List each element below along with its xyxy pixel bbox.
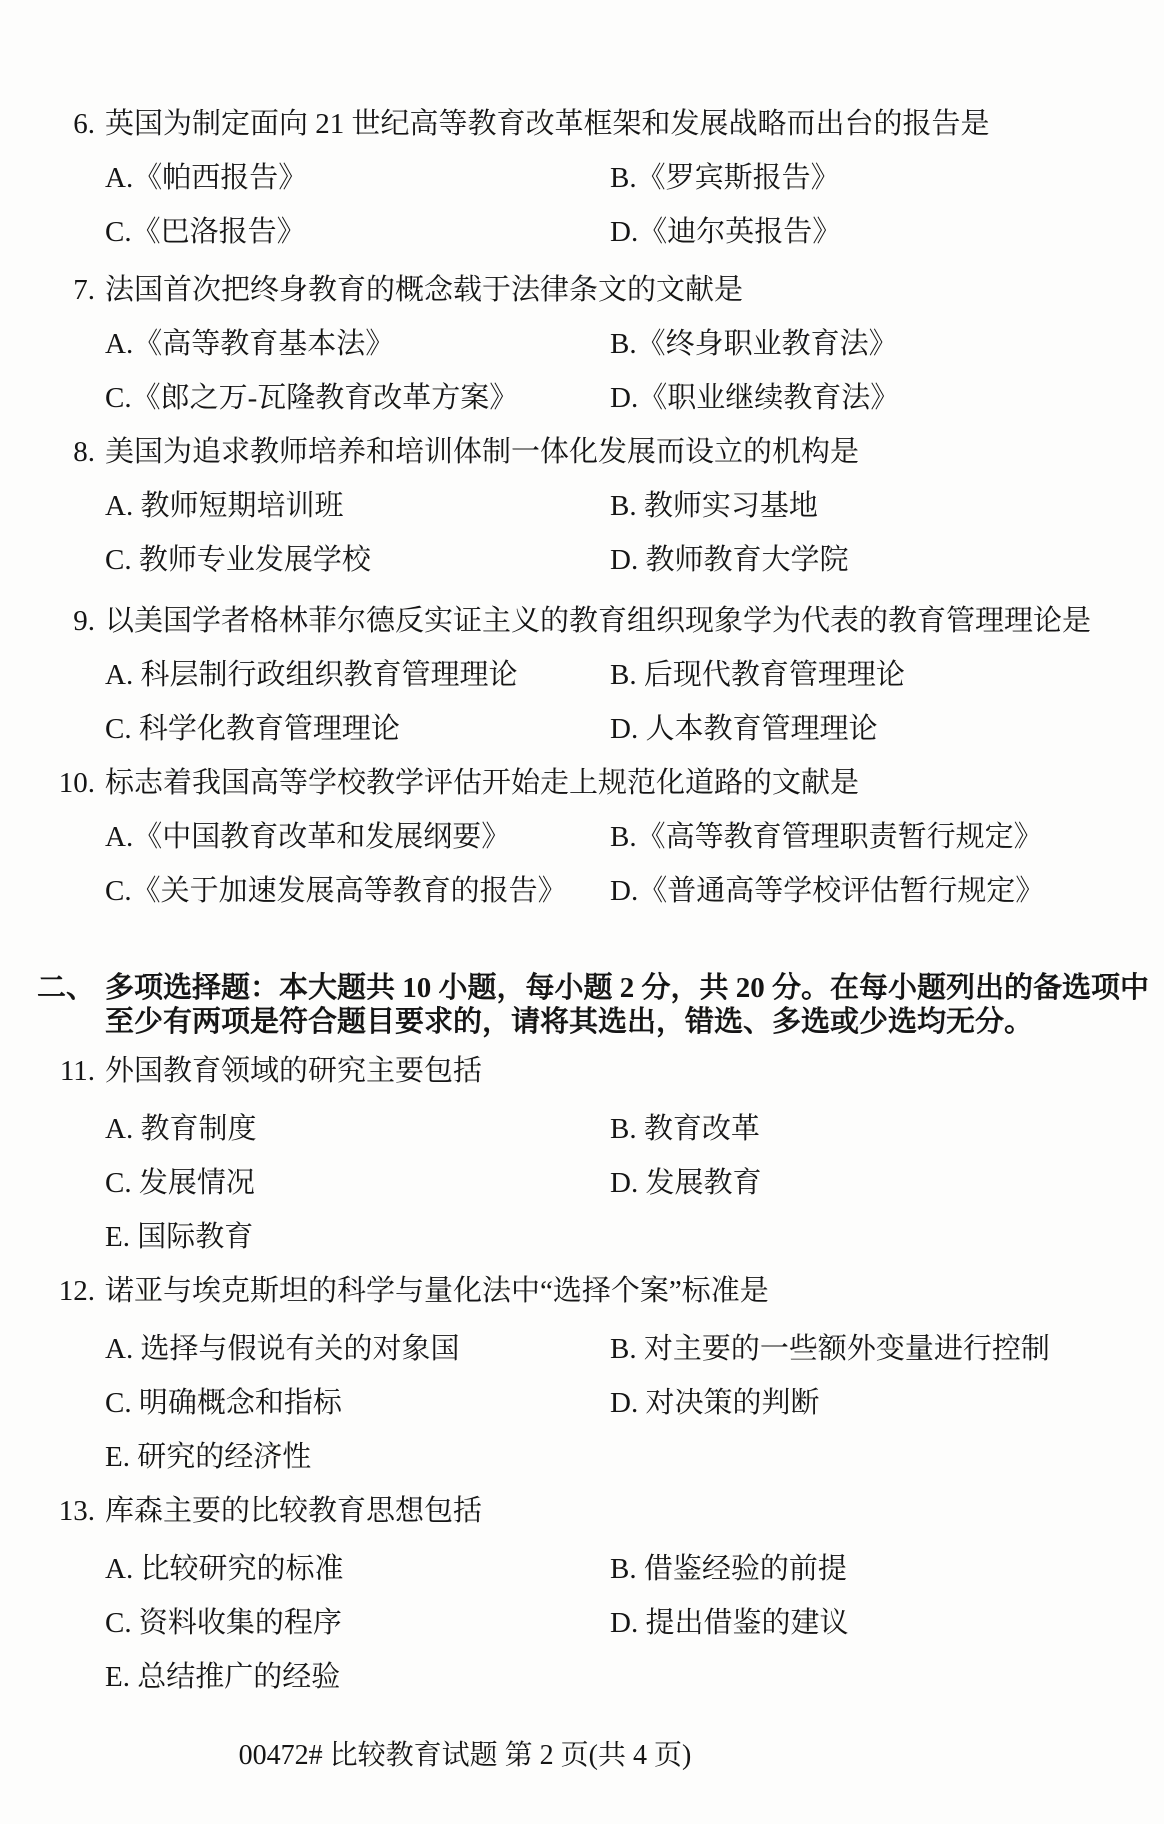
option-b: B. 教育改革 — [610, 1113, 760, 1145]
question-stem: 英国为制定面向 21 世纪高等教育改革框架和发展战略而出台的报告是 — [105, 108, 990, 140]
question-number: 11. — [59, 1055, 95, 1087]
question-number: 13. — [58, 1495, 95, 1527]
section-number: 二、 — [36, 972, 95, 1004]
option-d: D. 人本教育管理理论 — [610, 713, 878, 745]
option-c: C.《郎之万-瓦隆教育改革方案》 — [105, 382, 519, 414]
option-e: E. 国际教育 — [105, 1221, 254, 1253]
option-a: A. 比较研究的标准 — [105, 1553, 344, 1585]
option-c: C. 发展情况 — [105, 1167, 255, 1199]
option-a: A.《高等教育基本法》 — [105, 328, 395, 360]
option-c: C. 资料收集的程序 — [105, 1607, 342, 1639]
question-number: 6. — [73, 108, 95, 140]
question-number: 10. — [58, 767, 95, 799]
option-d: D.《职业继续教育法》 — [610, 382, 900, 414]
section-instructions-line2: 至少有两项是符合题目要求的，请将其选出，错选、多选或少选均无分。 — [105, 1006, 1034, 1038]
question-stem: 法国首次把终身教育的概念载于法律条文的文献是 — [105, 274, 744, 306]
option-c: C. 明确概念和指标 — [105, 1387, 342, 1419]
option-b: B. 教师实习基地 — [610, 490, 818, 522]
option-b: B.《罗宾斯报告》 — [610, 162, 840, 194]
question-number: 7. — [73, 274, 95, 306]
option-b: B. 对主要的一些额外变量进行控制 — [610, 1333, 1050, 1365]
option-d: D.《普通高等学校评估暂行规定》 — [610, 875, 1045, 907]
option-c: C. 教师专业发展学校 — [105, 544, 371, 576]
option-d: D. 对决策的判断 — [610, 1387, 820, 1419]
question-number: 8. — [73, 436, 95, 468]
question-11 — [0, 1044, 1164, 1264]
option-e: E. 总结推广的经验 — [105, 1661, 341, 1693]
option-c: C.《巴洛报告》 — [105, 216, 306, 248]
option-a: A. 教师短期培训班 — [105, 490, 344, 522]
page-footer: 00472# 比较教育试题 第 2 页(共 4 页) — [238, 1740, 692, 1771]
question-number: 12. — [58, 1275, 95, 1307]
question-9 — [0, 594, 1164, 756]
question-stem: 诺亚与埃克斯坦的科学与量化法中“选择个案”标准是 — [105, 1275, 769, 1307]
question-stem: 美国为追求教师培养和培训体制一体化发展而设立的机构是 — [105, 436, 860, 468]
question-8 — [0, 425, 1164, 587]
option-d: D. 提出借鉴的建议 — [610, 1607, 849, 1639]
option-b: B.《终身职业教育法》 — [610, 328, 898, 360]
question-6 — [0, 97, 1164, 259]
option-b: B. 后现代教育管理理论 — [610, 659, 905, 691]
option-a: A.《帕西报告》 — [105, 162, 308, 194]
question-12 — [0, 1264, 1164, 1484]
option-a: A. 科层制行政组织教育管理理论 — [105, 659, 518, 691]
question-7 — [0, 263, 1164, 425]
option-b: B.《高等教育管理职责暂行规定》 — [610, 821, 1043, 853]
question-10 — [0, 756, 1164, 918]
question-number: 9. — [73, 605, 95, 637]
option-c: C.《关于加速发展高等教育的报告》 — [105, 875, 567, 907]
option-a: A. 教育制度 — [105, 1113, 257, 1145]
question-stem: 以美国学者格林菲尔德反实证主义的教育组织现象学为代表的教育管理理论是 — [105, 605, 1092, 637]
option-a: A.《中国教育改革和发展纲要》 — [105, 821, 511, 853]
option-d: D. 教师教育大学院 — [610, 544, 849, 576]
question-stem: 标志着我国高等学校教学评估开始走上规范化道路的文献是 — [105, 767, 860, 799]
option-c: C. 科学化教育管理理论 — [105, 713, 400, 745]
option-e: E. 研究的经济性 — [105, 1441, 312, 1473]
section-instructions-line1: 多项选择题：本大题共 10 小题，每小题 2 分，共 20 分。在每小题列出的备选项中 — [105, 972, 1150, 1004]
option-d: D. 发展教育 — [610, 1167, 762, 1199]
question-13 — [0, 1484, 1164, 1704]
option-d: D.《迪尔英报告》 — [610, 216, 842, 248]
question-stem: 库森主要的比较教育思想包括 — [105, 1495, 483, 1527]
option-a: A. 选择与假说有关的对象国 — [105, 1333, 460, 1365]
option-b: B. 借鉴经验的前提 — [610, 1553, 847, 1585]
section-2-header — [0, 971, 1164, 1039]
question-stem: 外国教育领域的研究主要包括 — [105, 1055, 483, 1087]
